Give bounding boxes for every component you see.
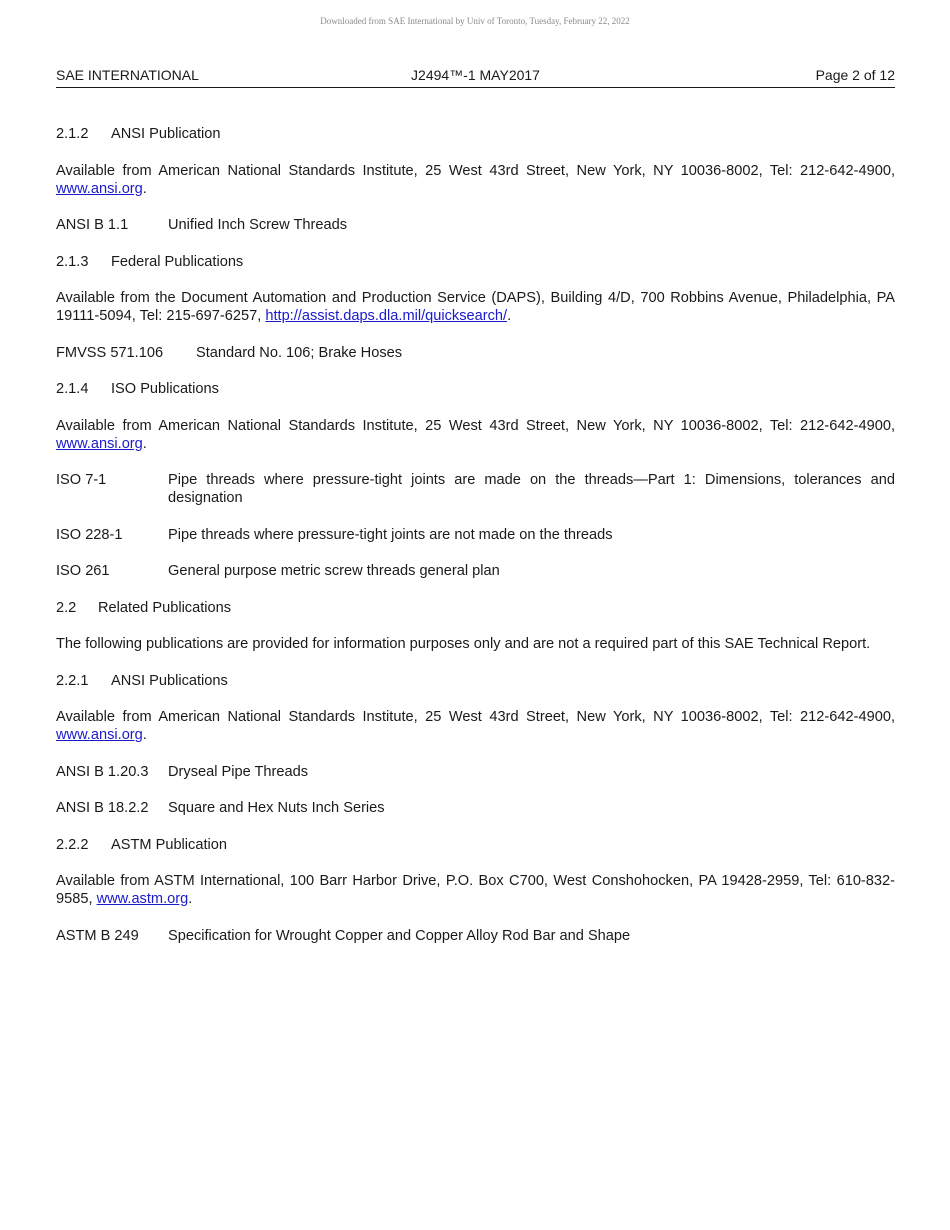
reference-code: ANSI B 1.1 <box>56 217 129 233</box>
ansi-link[interactable]: www.ansi.org <box>56 180 143 197</box>
document-body <box>56 125 895 963</box>
ansi-availability-paragraph <box>56 162 895 198</box>
paragraph-end: . <box>507 308 512 324</box>
reference-ansi-b-18-2-2 <box>56 799 895 817</box>
page-header <box>56 67 895 88</box>
reference-title: Pipe threads where pressure-tight joints are not made on the threads <box>168 526 613 543</box>
reference-title: Specification for Wrought Copper and Copper Alloy Rod Bar and Shape <box>168 927 631 944</box>
section-title: ANSI Publications <box>111 672 228 689</box>
reference-astm-b-249 <box>56 927 895 945</box>
download-watermark: Downloaded from SAE International by Univ of Toronto, Tuesday, February 22, 2022 <box>320 16 630 26</box>
reference-iso-7-1 <box>56 471 895 507</box>
reference-ansi-b-1-20-3 <box>56 763 895 781</box>
reference-code: ASTM B 249 <box>56 927 139 944</box>
section-title: ISO Publications <box>111 381 219 397</box>
paragraph-end: . <box>142 727 147 743</box>
section-heading-2-1-3 <box>56 253 895 271</box>
section-number: 2.1.3 <box>56 253 89 270</box>
reference-title: Dryseal Pipe Threads <box>168 763 309 780</box>
section-number: 2.2 <box>56 599 77 616</box>
section-heading-2-1-2 <box>56 125 895 143</box>
section-title: Federal Publications <box>111 253 244 270</box>
reference-fmvss-571-106 <box>56 344 895 362</box>
reference-title: Pipe threads where pressure-tight joints are made on the threads—Part 1: Dimensions, tolerances and designation <box>168 472 895 506</box>
section-title: ANSI Publication <box>111 126 221 142</box>
reference-code: ISO 7-1 <box>56 472 107 488</box>
ansi-availability-paragraph-2 <box>56 417 895 453</box>
reference-code: ISO 228-1 <box>56 526 123 543</box>
section-heading-2-2-2 <box>56 836 895 854</box>
reference-iso-261 <box>56 562 895 580</box>
section-number: 2.2.1 <box>56 672 89 689</box>
paragraph-text: Available from American National Standards Institute, 25 West 43rd Street, New York, NY 10036-8002, Tel: 212-642-4900, <box>56 417 895 434</box>
header-document-id: J2494™-1 MAY2017 <box>411 67 540 83</box>
section-number: 2.1.4 <box>56 381 89 397</box>
paragraph-text: Available from the Document Automation and Production Service (DAPS), Building 4/D, 700 Robbins Avenue, Philadelphia, PA 19111-5094, Tel: 215-697-6257, <box>56 290 895 324</box>
paragraph-end: . <box>142 435 147 452</box>
reference-title: Unified Inch Screw Threads <box>168 217 347 233</box>
section-heading-2-1-4 <box>56 380 895 398</box>
header-organization: SAE INTERNATIONAL <box>56 67 199 83</box>
reference-title: General purpose metric screw threads general plan <box>168 563 500 579</box>
reference-code: ANSI B 18.2.2 <box>56 800 149 816</box>
daps-link[interactable]: http://assist.daps.dla.mil/quicksearch/ <box>265 308 508 324</box>
section-title: Related Publications <box>98 599 232 616</box>
paragraph-end: . <box>188 891 193 907</box>
paragraph-end: . <box>142 180 147 197</box>
ansi-availability-paragraph-3 <box>56 708 895 744</box>
section-heading-2-2 <box>56 599 895 617</box>
reference-code: FMVSS 571.106 <box>56 344 164 361</box>
section-title: ASTM Publication <box>111 836 227 853</box>
astm-availability-paragraph <box>56 872 895 908</box>
section-number: 2.1.2 <box>56 126 89 142</box>
paragraph-text: Available from ASTM International, 100 Barr Harbor Drive, P.O. Box C700, West Conshohocken, PA 19428-2959, Tel: 610-832-9585, <box>56 873 895 907</box>
reference-iso-228-1 <box>56 526 895 544</box>
reference-title: Square and Hex Nuts Inch Series <box>168 800 385 816</box>
astm-link[interactable]: www.astm.org <box>96 891 189 907</box>
ansi-link[interactable]: www.ansi.org <box>56 435 143 452</box>
paragraph-text: The following publications are provided for information purposes only and are not a required part of this SAE Technical Report. <box>56 636 871 652</box>
related-publications-paragraph <box>56 635 895 653</box>
reference-code: ISO 261 <box>56 563 110 579</box>
paragraph-text: Available from American National Standards Institute, 25 West 43rd Street, New York, NY 10036-8002, Tel: 212-642-4900, <box>56 709 895 725</box>
reference-code: ANSI B 1.20.3 <box>56 763 149 780</box>
section-heading-2-2-1 <box>56 672 895 690</box>
ansi-link[interactable]: www.ansi.org <box>56 727 143 743</box>
reference-title: Standard No. 106; Brake Hoses <box>196 344 403 361</box>
section-number: 2.2.2 <box>56 836 89 853</box>
daps-availability-paragraph <box>56 289 895 325</box>
header-page-number: Page 2 of 12 <box>815 67 895 83</box>
reference-ansi-b-1-1 <box>56 216 895 234</box>
paragraph-text: Available from American National Standards Institute, 25 West 43rd Street, New York, NY 10036-8002, Tel: 212-642-4900, <box>56 162 895 179</box>
